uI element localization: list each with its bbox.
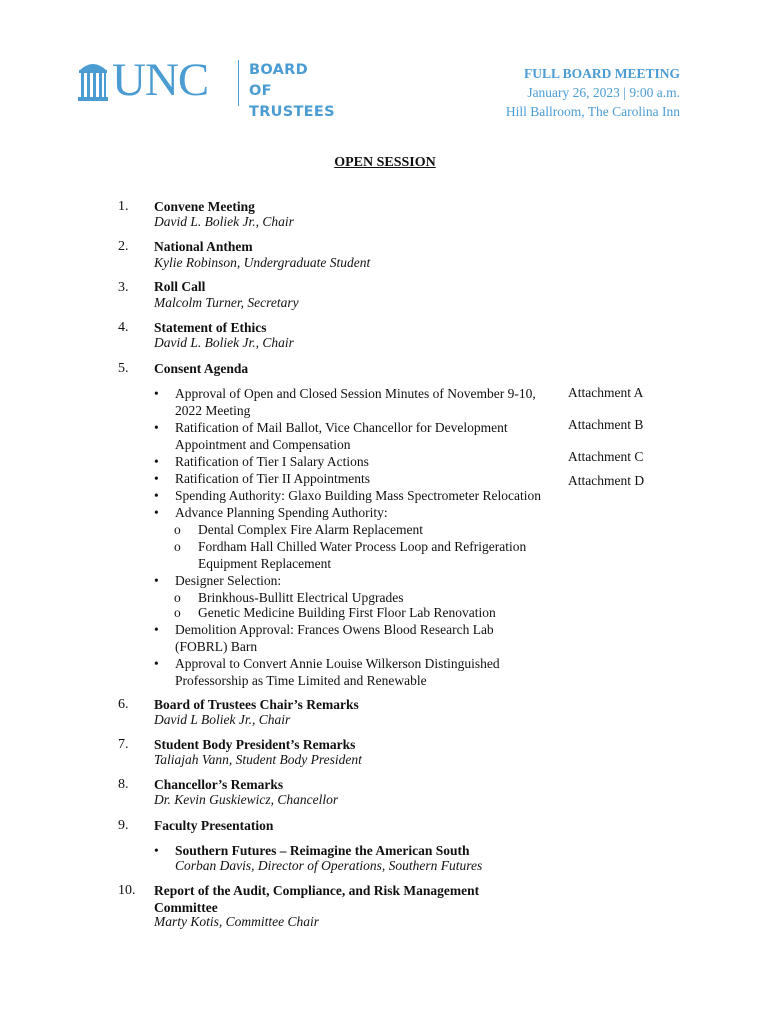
bullet-glyph: • — [154, 622, 159, 637]
logo-line-1: BOARD OF — [249, 62, 308, 99]
item-number: 7. — [118, 737, 129, 752]
old-well-icon — [78, 58, 108, 102]
bullet-glyph: • — [154, 505, 159, 520]
attachment-a: Attachment A — [568, 385, 644, 400]
item-number: 6. — [118, 697, 129, 712]
logo-divider — [238, 60, 239, 106]
item-title: Consent Agenda — [154, 361, 249, 376]
item-number: 8. — [118, 777, 129, 792]
meeting-info — [506, 64, 680, 121]
consent-sub-text: Genetic Medicine Building First Floor Lab Renovation — [198, 605, 496, 620]
item-title: Report of the Audit, Compliance, and Risk Management Committee — [154, 883, 480, 915]
faculty-title: Southern Futures – Reimagine the American South — [175, 843, 470, 858]
consent-text: Approval to Convert Annie Louise Wilkerson Distinguished Professorship as Time Limited and Renewable — [175, 656, 500, 688]
consent-text: Demolition Approval: Frances Owens Blood Research Lab (FOBRL) Barn — [175, 622, 494, 654]
consent-sub-text: Dental Complex Fire Alarm Replacement — [198, 522, 423, 537]
sub-bullet-glyph: o — [174, 522, 181, 537]
item-number: 2. — [118, 239, 129, 254]
item-presenter: Kylie Robinson, Undergraduate Student — [154, 255, 371, 270]
consent-text: Approval of Open and Closed Session Minutes of November 9-10, 2022 Meeting — [175, 386, 536, 418]
item-title: Convene Meeting — [154, 199, 255, 214]
consent-text: Advance Planning Spending Authority: — [175, 505, 388, 520]
consent-text: Designer Selection: — [175, 573, 282, 588]
meeting-location: Hill Ballroom, The Carolina Inn — [505, 104, 680, 119]
bullet-glyph: • — [154, 488, 159, 503]
logo-line-2: TRUSTEES — [249, 104, 335, 120]
item-presenter: David L. Boliek Jr., Chair — [154, 214, 294, 229]
item-presenter: Taliajah Vann, Student Body President — [154, 752, 362, 767]
item-presenter: David L. Boliek Jr., Chair — [154, 335, 294, 350]
bullet-glyph: • — [154, 386, 159, 401]
meeting-title: FULL BOARD MEETING — [523, 66, 680, 81]
bullet-glyph: • — [154, 471, 159, 486]
header — [0, 0, 770, 130]
item-title: National Anthem — [154, 239, 253, 254]
consent-sub-text: Brinkhous-Bullitt Electrical Upgrades — [198, 590, 404, 605]
bullet-glyph: • — [154, 843, 159, 858]
bullet-glyph: • — [154, 656, 159, 671]
item-title: Student Body President’s Remarks — [154, 737, 356, 752]
session-title: OPEN SESSION — [334, 155, 436, 170]
sub-bullet-glyph: o — [174, 605, 181, 620]
item-presenter: Marty Kotis, Committee Chair — [154, 914, 319, 929]
bullet-glyph: • — [154, 420, 159, 435]
bullet-glyph: • — [154, 454, 159, 469]
consent-text: Ratification of Tier I Salary Actions — [175, 454, 369, 469]
item-number: 3. — [118, 280, 129, 295]
consent-sub-text: Fordham Hall Chilled Water Process Loop and Refrigeration Equipment Replacement — [198, 539, 527, 571]
item-number: 9. — [118, 818, 129, 833]
attachment-d: Attachment D — [568, 473, 645, 488]
item-title: Chancellor’s Remarks — [154, 777, 284, 792]
faculty-presenter: Corban Davis, Director of Operations, Southern Futures — [175, 858, 483, 873]
logo-board-text — [249, 60, 335, 123]
bullet-glyph: • — [154, 573, 159, 588]
item-presenter: Malcolm Turner, Secretary — [154, 295, 299, 310]
item-presenter: David L Boliek Jr., Chair — [154, 712, 291, 727]
item-title: Roll Call — [154, 279, 206, 294]
attachment-b: Attachment B — [568, 417, 644, 432]
logo-unc-text: UNC — [112, 54, 209, 106]
item-title: Statement of Ethics — [154, 320, 267, 335]
item-number: 10. — [118, 883, 136, 898]
item-number: 1. — [118, 199, 129, 214]
consent-text: Spending Authority: Glaxo Building Mass Spectrometer Relocation — [175, 488, 541, 503]
consent-text: Ratification of Mail Ballot, Vice Chancellor for Development Appointment and Compensation — [175, 420, 508, 452]
sub-bullet-glyph: o — [174, 539, 181, 554]
meeting-date: January 26, 2023 | 9:00 a.m. — [527, 85, 680, 100]
consent-text: Ratification of Tier II Appointments — [175, 471, 370, 486]
sub-bullet-glyph: o — [174, 590, 181, 605]
item-title: Faculty Presentation — [154, 818, 274, 833]
item-number: 4. — [118, 320, 129, 335]
item-presenter: Dr. Kevin Guskiewicz, Chancellor — [154, 792, 339, 807]
item-number: 5. — [118, 361, 129, 376]
attachment-c: Attachment C — [568, 449, 644, 464]
item-title: Board of Trustees Chair’s Remarks — [154, 697, 359, 712]
